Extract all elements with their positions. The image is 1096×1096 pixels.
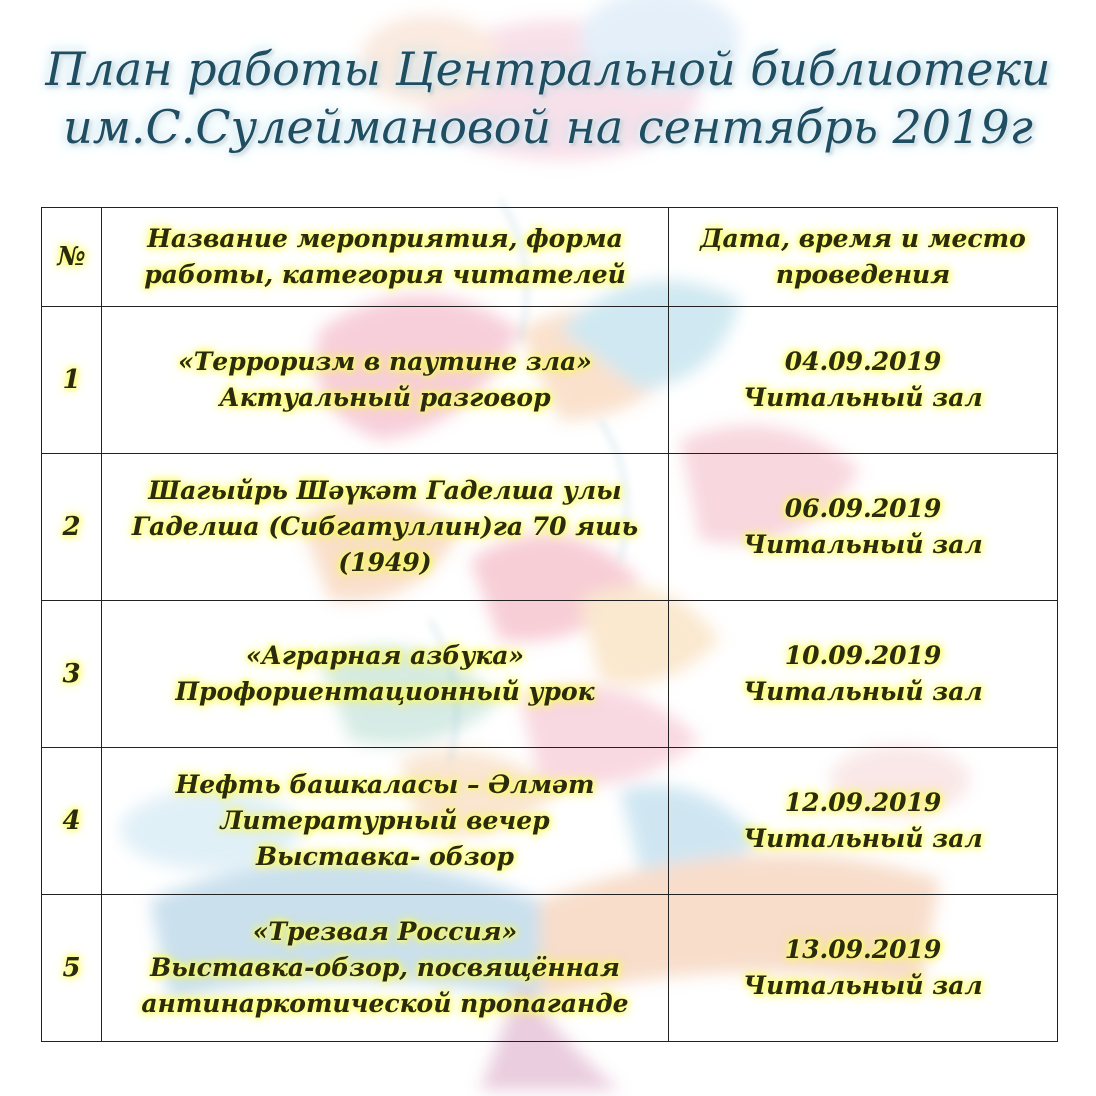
event-date: 04.09.2019 bbox=[784, 347, 942, 376]
row-date-place bbox=[669, 748, 1058, 895]
header-number: № bbox=[42, 208, 102, 307]
header-event bbox=[102, 208, 669, 307]
event-date: 13.09.2019 bbox=[784, 935, 942, 964]
event-line: Выставка-обзор, посвящённая bbox=[150, 953, 620, 982]
header-date bbox=[669, 208, 1058, 307]
event-line: Гаделша (Сибгатуллин)га 70 яшь bbox=[131, 512, 639, 541]
event-line: «Трезвая Россия» bbox=[252, 917, 518, 946]
row-date-place bbox=[669, 601, 1058, 748]
title-line-2: им.С.Сулеймановой на сентябрь 2019г bbox=[63, 100, 1033, 154]
row-event bbox=[102, 454, 669, 601]
event-date: 10.09.2019 bbox=[784, 641, 942, 670]
row-date-place bbox=[669, 895, 1058, 1042]
table-row bbox=[42, 895, 1058, 1042]
row-number: 2 bbox=[42, 454, 102, 601]
table-row bbox=[42, 748, 1058, 895]
event-line: антинаркотической пропаганде bbox=[141, 989, 629, 1018]
events-table bbox=[41, 207, 1058, 1042]
row-event bbox=[102, 307, 669, 454]
event-line: «Терроризм в паутине зла» bbox=[178, 347, 592, 376]
event-line: Актуальный разговор bbox=[219, 383, 551, 412]
row-number: 4 bbox=[42, 748, 102, 895]
header-date-line: проведения bbox=[775, 260, 951, 289]
event-date: 06.09.2019 bbox=[784, 494, 942, 523]
row-number: 1 bbox=[42, 307, 102, 454]
event-line: Нефть башкаласы – Әлмәт bbox=[175, 770, 595, 799]
table-row bbox=[42, 307, 1058, 454]
row-date-place bbox=[669, 307, 1058, 454]
table-header-row bbox=[42, 208, 1058, 307]
event-line: Выставка- обзор bbox=[256, 842, 514, 871]
event-place: Читальный зал bbox=[743, 971, 983, 1000]
event-line: Профориентационный урок bbox=[175, 677, 595, 706]
table-row bbox=[42, 601, 1058, 748]
row-date-place bbox=[669, 454, 1058, 601]
event-line: Литературный вечер bbox=[220, 806, 550, 835]
page-title bbox=[0, 40, 1096, 156]
event-line: Шагыйрь Шәүкәт Гаделша улы bbox=[148, 476, 622, 505]
row-number: 3 bbox=[42, 601, 102, 748]
event-line: (1949) bbox=[338, 548, 432, 577]
event-place: Читальный зал bbox=[743, 824, 983, 853]
row-number: 5 bbox=[42, 895, 102, 1042]
header-event-line: работы, категория читателей bbox=[144, 260, 626, 289]
row-event bbox=[102, 895, 669, 1042]
row-event bbox=[102, 748, 669, 895]
header-event-line: Название мероприятия, форма bbox=[147, 224, 623, 253]
event-place: Читальный зал bbox=[743, 383, 983, 412]
event-place: Читальный зал bbox=[743, 530, 983, 559]
table-row bbox=[42, 454, 1058, 601]
title-line-1: План работы Центральной библиотеки bbox=[45, 42, 1051, 96]
event-line: «Аграрная азбука» bbox=[245, 641, 525, 670]
event-date: 12.09.2019 bbox=[784, 788, 942, 817]
event-place: Читальный зал bbox=[743, 677, 983, 706]
header-date-line: Дата, время и место bbox=[700, 224, 1026, 253]
row-event bbox=[102, 601, 669, 748]
